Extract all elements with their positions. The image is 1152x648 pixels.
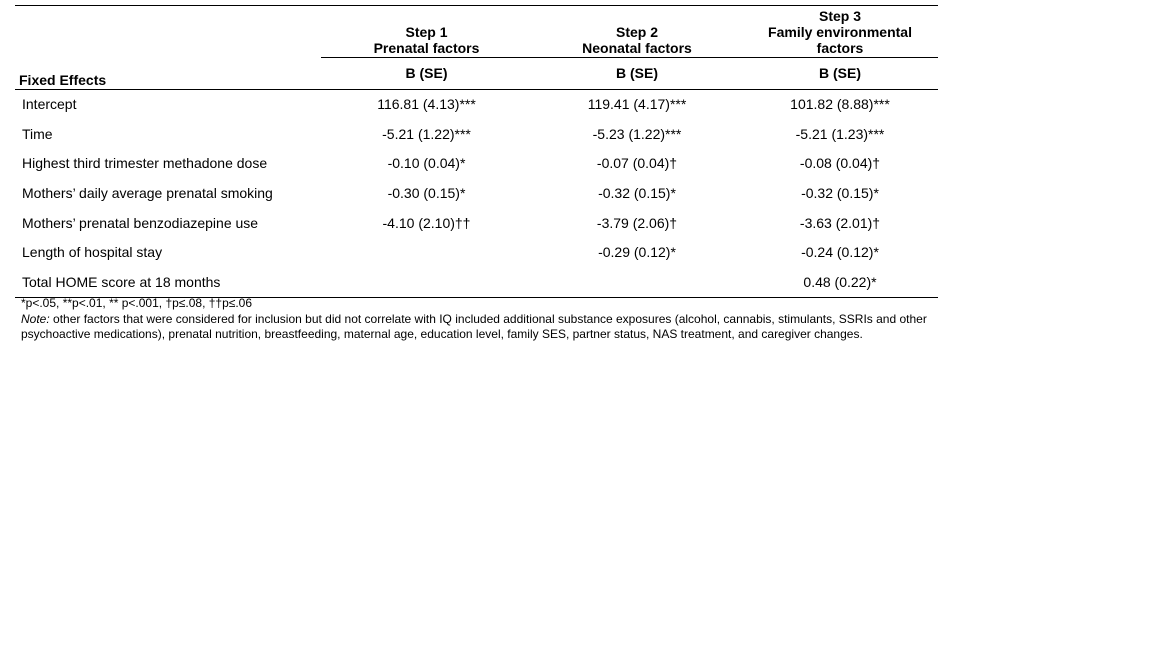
step-3-value: -0.32 (0.15)* (801, 185, 879, 202)
step-2-label: Step 2 (615, 24, 658, 40)
row-label: Intercept (22, 96, 77, 113)
step-1-value (321, 267, 532, 297)
step-2-value: -0.32 (0.15)* (598, 185, 676, 202)
regression-table-container (15, 5, 938, 298)
fixed-effects-heading: Fixed Effects (15, 58, 321, 90)
table-note (21, 312, 936, 343)
step-2-value: -3.79 (2.06)† (596, 214, 678, 231)
step-2-header (532, 6, 742, 58)
step-1-value: -4.10 (2.10)†† (382, 214, 471, 231)
header-corner (15, 6, 321, 58)
step-3-header (742, 6, 938, 58)
table-row (15, 267, 938, 297)
table-row (15, 119, 938, 149)
row-label: Length of hospital stay (22, 244, 163, 261)
row-label: Mothers’ daily average prenatal smoking (22, 185, 273, 202)
table-row (15, 89, 938, 119)
step-3-stat-label: B (SE) (742, 58, 938, 90)
header-stat-row (15, 58, 938, 90)
step-2-value: -0.07 (0.04)† (596, 155, 678, 172)
step-3-value: -5.21 (1.23)*** (795, 125, 885, 142)
step-1-value (321, 237, 532, 267)
step-3-name-line-2: factors (816, 40, 864, 56)
row-label: Time (22, 125, 53, 142)
step-3-value: -0.24 (0.12)* (801, 244, 879, 261)
step-2-value (532, 267, 742, 297)
note-label: Note: (21, 311, 50, 326)
step-2-stat-label: B (SE) (532, 58, 742, 90)
step-3-value: 101.82 (8.88)*** (790, 96, 890, 113)
step-3-label: Step 3 (818, 8, 861, 24)
step-1-header (321, 6, 532, 58)
step-1-stat-label: B (SE) (321, 58, 532, 90)
step-1-value: -5.21 (1.22)*** (382, 125, 471, 142)
table-row (15, 178, 938, 208)
step-3-value: -3.63 (2.01)† (799, 214, 881, 231)
step-2-value: -5.23 (1.22)*** (592, 125, 682, 142)
table-footnotes (21, 296, 936, 343)
step-1-value: 116.81 (4.13)*** (377, 96, 476, 113)
table-row (15, 237, 938, 267)
table-row (15, 149, 938, 179)
step-3-name-line-1: Family environmental (768, 24, 912, 40)
step-1-label: Step 1 (405, 24, 448, 40)
step-2-value: -0.29 (0.12)* (598, 244, 676, 261)
step-3-value: -0.08 (0.04)† (799, 155, 881, 172)
row-label: Total HOME score at 18 months (15, 267, 321, 297)
significance-legend: *p<.05, **p<.01, ** p<.001, †p≤.08, ††p≤.06 (21, 296, 253, 310)
step-2-name: Neonatal factors (582, 40, 692, 56)
step-2-value: 119.41 (4.17)*** (587, 96, 687, 113)
step-1-value: -0.10 (0.04)* (387, 155, 466, 172)
row-label: Highest third trimester methadone dose (22, 155, 268, 172)
step-1-value: -0.30 (0.15)* (387, 185, 466, 202)
step-1-name: Prenatal factors (373, 40, 480, 56)
table-row (15, 208, 938, 238)
note-text: other factors that were considered for inclusion but did not correlate with IQ included additional substance exposures (alcohol, cannabis, stimulants, SSRIs and other psychoactive medications), prenatal nutrition, breastfeeding, maternal age, education level, family SES, partner status, NAS treatment, and caregiver changes. (21, 311, 927, 341)
row-label: Mothers’ prenatal benzodiazepine use (22, 214, 259, 231)
regression-table (15, 5, 938, 298)
header-title-row (15, 6, 938, 58)
step-3-value: 0.48 (0.22)* (742, 267, 938, 297)
